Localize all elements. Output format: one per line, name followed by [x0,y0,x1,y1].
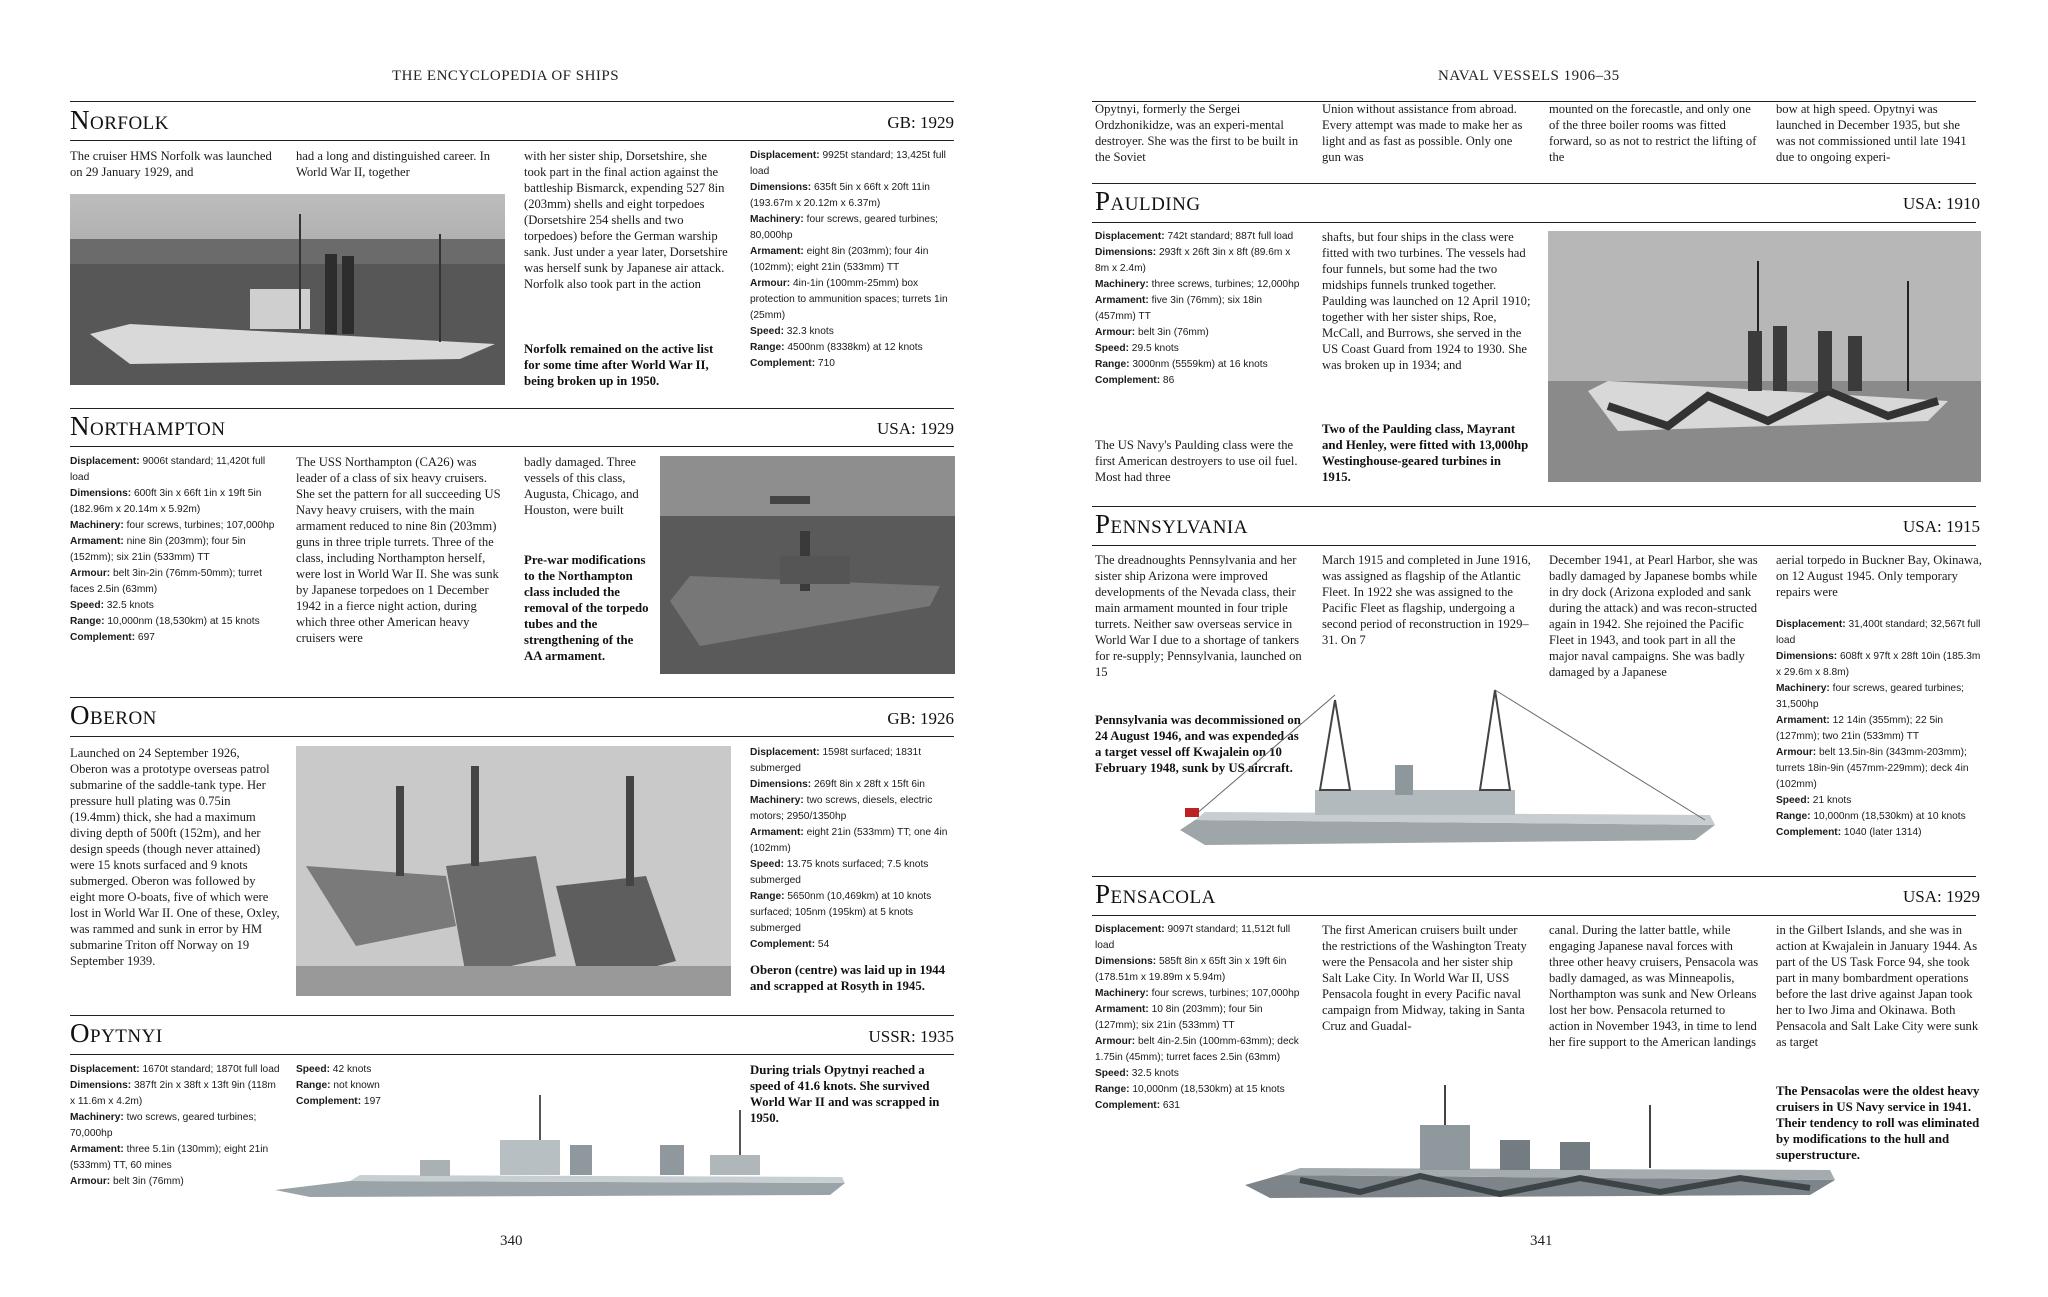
spec-value: belt 13.5in-8in (343mm-203mm); turrets 18in-9in (457mm-229mm); deck 4in (102mm) [1776,747,1969,790]
pensacola-illustration [1240,1080,1840,1205]
section-rule [70,408,954,409]
section-rule [1092,915,1976,916]
spec-label: Speed: [750,859,784,870]
spec-label: Dimensions: [750,182,812,193]
spec-value: 10,000nm (18,530km) at 15 knots [1129,1084,1285,1095]
spec-label: Displacement: [1095,231,1165,242]
norfolk-title: Norfolk [70,105,170,135]
norfolk-country: GB: 1929 [887,113,954,132]
spec-label: Armament: [70,536,124,547]
northampton-specs [70,454,280,646]
spec-row [750,340,955,356]
spec-value: 697 [135,632,155,643]
spec-value: 13.75 knots surfaced; 7.5 knots submerged [750,859,929,886]
opytnyi-country: USSR: 1935 [868,1027,954,1046]
northampton-country: USA: 1929 [877,419,954,438]
paulding-caption: Two of the Paulding class, Mayrant and Henley, were fitted with 13,000hp Westinghouse-geared turbines in 1915. [1322,422,1529,484]
spec-value: 21 knots [1809,795,1852,806]
opytnyi-specs-1 [70,1062,280,1190]
section-rule [1092,222,1976,223]
spec-value: 387ft 2in x 38ft x 13ft 9in (118m x 11.6m x 4.2m) [70,1080,276,1107]
oberon-specs [750,745,955,953]
pennsylvania-col4: aerial torpedo in Buckner Bay, Okinawa, on 12 August 1945. Only temporary repairs were [1776,553,1982,599]
paulding-col1-text: The US Navy's Paulding class were the first American destroyers to use oil fuel. Most had three [1095,438,1298,484]
spec-label: Machinery: [750,795,804,806]
spec-value: 9925t standard; 13,425t full load [750,150,946,177]
spec-label: Dimensions: [1776,651,1838,662]
spec-value: 710 [815,358,835,369]
spec-label: Dimensions: [70,1080,132,1091]
spec-value: 631 [1160,1100,1180,1111]
spec-row [750,324,955,340]
spec-row [1095,922,1305,954]
spec-row [70,598,280,614]
norfolk-col1: The cruiser HMS Norfolk was launched on 29 January 1929, and [70,149,272,179]
left-page-header: THE ENCYCLOPEDIA OF SHIPS [392,68,620,84]
spec-row [750,356,955,372]
spec-value: four screws, turbines; 107,000hp [1148,988,1300,999]
spec-value: 32.5 knots [1128,1068,1179,1079]
spec-label: Dimensions: [70,488,132,499]
spec-value: 86 [1160,375,1175,386]
spec-value: 32.3 knots [783,326,834,337]
section-rule [70,101,954,102]
spec-value: not known [330,1080,380,1091]
spec-label: Machinery: [70,1112,124,1123]
spec-label: Armour: [70,568,111,579]
section-rule [70,140,954,141]
spec-row [750,745,955,777]
pennsylvania-specs [1776,617,1982,841]
spec-row [1776,809,1982,825]
spec-value: nine 8in (203mm); four 5in (152mm); six 21in (533mm) TT [70,536,246,563]
spec-value: four screws, turbines; 107,000hp [123,520,275,531]
spec-row [750,180,955,212]
section-rule [1092,545,1976,546]
spec-value: 293ft x 26ft 3in x 8ft (89.6m x 8m x 2.4m) [1095,247,1291,274]
spec-label: Speed: [1095,1068,1129,1079]
spec-label: Armour: [1095,1036,1136,1047]
spec-label: Range: [296,1080,331,1091]
spec-row [296,1062,496,1078]
northampton-caption: Pre-war modifications to the Northampton class included the removal of the torpedo tubes and the strengthening of the AA armament. [524,553,649,663]
paulding-col2: shafts, but four ships in the class were fitted with two turbines. The vessels had four funnels, but some had the two midships funnels trunked together. Paulding was launched on 12 April 1910; together with her sister ships, Roe, McCall, and Burrows, she served in the US Coast Guard from 1924 to 1930. She was broken up in 1934; and [1322,230,1531,372]
spec-row [1776,793,1982,809]
spec-row [1095,357,1305,373]
section-rule [1092,876,1976,877]
spec-value: belt 4in-2.5in (100mm-63mm); deck 1.75in (45mm); turret faces 2.5in (63mm) [1095,1036,1299,1063]
spec-label: Displacement: [70,1064,140,1075]
spec-label: Displacement: [750,150,820,161]
oberon-caption: Oberon (centre) was laid up in 1944 and scrapped at Rosyth in 1945. [750,963,946,993]
spec-row [1776,649,1982,681]
spec-label: Armour: [1776,747,1817,758]
opytnyi-cont-col1: Opytnyi, formerly the Sergei Ordzhonikidze, was an experi-mental destroyer. She was the first to be built in the Soviet [1095,102,1299,164]
spec-label: Speed: [1095,343,1129,354]
right-page-number: 341 [1530,1233,1553,1249]
spec-label: Speed: [750,326,784,337]
spec-label: Machinery: [1095,988,1149,999]
spec-label: Speed: [1776,795,1810,806]
section-rule [1092,183,1976,184]
spec-label: Armament: [70,1144,124,1155]
pensacola-country: USA: 1929 [1903,887,1980,906]
spec-row [70,566,280,598]
pennsylvania-title: Pennsylvania [1095,509,1248,539]
spec-row [1095,293,1305,325]
spec-label: Speed: [296,1064,330,1075]
paulding-photo [1548,231,1981,482]
spec-label: Complement: [296,1096,362,1107]
spec-label: Armament: [750,246,804,257]
spec-value: four screws, geared turbines; 31,500hp [1776,683,1964,710]
spec-value: 31,400t standard; 32,567t full load [1776,619,1981,646]
spec-label: Armour: [1095,327,1136,338]
spec-label: Displacement: [1095,924,1165,935]
spec-label: Displacement: [1776,619,1846,630]
spec-row [1095,954,1305,986]
northampton-col3: badly damaged. Three vessels of this class, Augusta, Chicago, and Houston, were built [524,455,639,517]
spec-label: Complement: [1095,375,1161,386]
spec-value: two screws, diesels, electric motors; 2950/1350hp [750,795,933,822]
spec-value: 9097t standard; 11,512t full load [1095,924,1291,951]
spec-label: Speed: [70,600,104,611]
spec-label: Complement: [70,632,136,643]
spec-label: Range: [1095,359,1130,370]
northampton-col2: The USS Northampton (CA26) was leader of a class of six heavy cruisers. She set the pattern for all succeeding US Navy heavy cruisers, with the main armament reduced to nine 8in (203mm) guns in three triple turrets. Three of the class, including Northampton herself, were lost in World War II. She was sunk by Japanese torpedoes on 1 December 1942 in a fierce night action, during which three other American heavy cruisers were [296,455,501,645]
northampton-title: Northampton [70,411,226,441]
spec-row [70,1174,280,1190]
pensacola-col3: canal. During the latter battle, while engaging Japanese naval forces with three other heavy cruisers, Pensacola was badly damaged, as was Minneapolis, Northampton was sunk and New Orleans lost her bow. Pensacola returned to action in November 1943, in time to lend her fire support to the American landings [1549,923,1759,1049]
pennsylvania-col1: The dreadnoughts Pennsylvania and her sister ship Arizona were improved developments of the Nevada class, their main armament mounted in four triple turrets. Neither saw overseas service in World War I due to a shortage of tankers for re-supply; Pennsylvania, launched on 15 [1095,553,1302,679]
spec-label: Range: [750,342,785,353]
pennsylvania-caption: Pennsylvania was decommissioned on 24 August 1946, and was expended as a target vessel off Kwajalein on 10 February 1948, sunk by US aircraft. [1095,713,1301,775]
right-page-header: NAVAL VESSELS 1906–35 [1438,68,1620,84]
spec-label: Machinery: [750,214,804,225]
spec-row [750,244,955,276]
spec-value: 54 [815,939,830,950]
spec-row [1776,825,1982,841]
spec-label: Armament: [1095,295,1149,306]
spec-row [1095,373,1305,389]
spec-row [1776,681,1982,713]
spec-label: Machinery: [1095,279,1149,290]
spec-value: 1670t standard; 1870t full load [139,1064,280,1075]
spec-value: three 5.1in (130mm); eight 21in (533mm) TT, 60 mines [70,1144,269,1171]
spec-value: belt 3in (76mm) [1135,327,1209,338]
spec-value: 29.5 knots [1128,343,1179,354]
oberon-country: GB: 1926 [887,709,954,728]
spec-value: 600ft 3in x 66ft 1in x 19ft 5in (182.96m x 20.14m x 5.92m) [70,488,262,515]
spec-row [70,518,280,534]
spec-label: Complement: [750,358,816,369]
spec-row [1776,617,1982,649]
spec-label: Machinery: [1776,683,1830,694]
northampton-photo [660,456,955,674]
spec-row [70,614,280,630]
spec-value: eight 8in (203mm); four 4in (102mm); eight 21in (533mm) TT [750,246,929,273]
spec-value: belt 3in-2in (76mm-50mm); turret faces 2.5in (63mm) [70,568,262,595]
spec-label: Range: [1776,811,1811,822]
spec-row [70,486,280,518]
spec-value: four screws, geared turbines; 80,000hp [750,214,938,241]
spec-row [1776,713,1982,745]
spec-row [70,1062,280,1078]
spec-row [750,857,955,889]
spec-value: 269ft 8in x 28ft x 15ft 6in [811,779,925,790]
spec-label: Dimensions: [1095,956,1157,967]
spec-row [750,276,955,324]
spec-label: Complement: [1095,1100,1161,1111]
pennsylvania-illustration [1175,680,1725,855]
spec-row [70,534,280,566]
spec-label: Displacement: [750,747,820,758]
spec-row [70,454,280,486]
spec-label: Complement: [1776,827,1842,838]
spec-value: 32.5 knots [103,600,154,611]
pennsylvania-col2: March 1915 and completed in June 1916, was assigned as flagship of the Atlantic Fleet. In 1922 she was assigned to the Pacific Fleet as flagship, undergoing a second period of reconstruction in 1929–31. On 7 [1322,553,1531,647]
oberon-photo [296,746,731,996]
oberon-title: Oberon [70,700,157,730]
norfolk-col3: with her sister ship, Dorsetshire, she took part in the final action against the battleship Bismarck, expending 527 8in (203mm) shells and eight torpedoes (Dorsetshire 254 shells and two torpedoes) before the German warship sank. Just under a year later, Dorsetshire was herself sunk by Japanese air attack. Norfolk also took part in the action [524,149,728,291]
spec-value: 608ft x 97ft x 28ft 10in (185.3m x 29.6m x 8.8m) [1776,651,1981,678]
spec-label: Range: [70,616,105,627]
spec-label: Dimensions: [750,779,812,790]
section-rule [70,446,954,447]
spec-label: Complement: [750,939,816,950]
spec-value: eight 21in (533mm) TT; one 4in (102mm) [750,827,948,854]
spec-row [1095,277,1305,293]
spec-row [1095,1002,1305,1034]
oberon-col1: Launched on 24 September 1926, Oberon was a prototype overseas patrol submarine of the saddle-tank type. Her pressure hull plating was 0.75in (19.4mm) thick, she had a maximum diving depth of 500ft (152m), and her design speeds (though never attained) were 15 knots surfaced and 9 knots submerged. Oberon was followed by eight more O-boats, five of which were lost in World War II. One of these, Oxley, was rammed and sunk in error by HM submarine Triton off Norway on 19 September 1939. [70,746,280,968]
spec-row [750,889,955,937]
spec-value: 10 8in (203mm); four 5in (127mm); six 21in (533mm) TT [1095,1004,1263,1031]
opytnyi-cont-col4: bow at high speed. Opytnyi was launched in December 1935, but she was not commissioned until late 1941 due to ongoing experi- [1776,102,1967,164]
spec-value: 12 14in (355mm); 22 5in (127mm); two 21in (533mm) TT [1776,715,1944,742]
section-rule [70,1015,954,1016]
opytnyi-title: Opytnyi [70,1018,163,1048]
spec-value: 9006t standard; 11,420t full load [70,456,266,483]
opytnyi-caption: During trials Opytnyi reached a speed of 41.6 knots. She survived World War II and was scrapped in 1950. [750,1063,940,1125]
opytnyi-cont-col3: mounted on the forecastle, and only one of the three boiler rooms was fitted forward, so as not to restrict the lifting of the [1549,102,1757,164]
spec-label: Machinery: [70,520,124,531]
opytnyi-illustration [270,1085,850,1205]
spec-row [750,777,955,793]
spec-row [1095,1034,1305,1066]
pennsylvania-country: USA: 1915 [1903,517,1980,536]
spec-label: Dimensions: [1095,247,1157,258]
spec-row [70,630,280,646]
spec-label: Range: [750,891,785,902]
spec-row [1095,986,1305,1002]
spec-row [1776,745,1982,793]
spec-row [750,825,955,857]
spec-row [1095,325,1305,341]
section-rule [1092,506,1976,507]
spec-value: 10,000nm (18,530km) at 15 knots [104,616,260,627]
spec-value: 5650nm (10,469km) at 10 knots surfaced; 105nm (195km) at 5 knots submerged [750,891,932,934]
spec-row [750,212,955,244]
pensacola-caption: The Pensacolas were the oldest heavy cruisers in US Navy service in 1941. Their tendency to roll was eliminated by modifications to the hull and superstructure. [1776,1084,1980,1162]
spec-row [1095,341,1305,357]
spec-value: belt 3in (76mm) [110,1176,184,1187]
paulding-title: Paulding [1095,186,1201,216]
spec-row [70,1142,280,1174]
spec-value: 4500nm (8338km) at 12 knots [784,342,923,353]
section-rule [70,697,954,698]
left-page-number: 340 [500,1233,523,1249]
paulding-specs [1095,229,1305,389]
spec-value: 10,000nm (18,530km) at 10 knots [1810,811,1966,822]
spec-row [750,148,955,180]
spec-value: 1598t surfaced; 1831t submerged [750,747,922,774]
pensacola-title: Pensacola [1095,879,1216,909]
spec-row [70,1078,280,1110]
spec-row [1095,245,1305,277]
spec-value: 742t standard; 887t full load [1164,231,1294,242]
spec-value: 3000nm (5559km) at 16 knots [1129,359,1268,370]
pensacola-col2: The first American cruisers built under the restrictions of the Washington Treaty were the Pensacola and her sister ship Salt Lake City. In World War II, USS Pensacola fought in every Pacific naval campaign from Midway, taking in Santa Cruz and Guadal- [1322,923,1527,1033]
spec-value: three screws, turbines; 12,000hp [1148,279,1300,290]
spec-value: two screws, geared turbines; 70,000hp [70,1112,257,1139]
norfolk-caption: Norfolk remained on the active list for some time after World War II, being broken up in 1950. [524,342,714,388]
section-rule [70,1054,954,1055]
spec-label: Armament: [750,827,804,838]
norfolk-col2: had a long and distinguished career. In World War II, together [296,149,491,179]
spec-row [750,937,955,953]
spec-label: Armament: [1776,715,1830,726]
pennsylvania-col3: December 1941, at Pearl Harbor, she was badly damaged by Japanese bombs while in dry dock (Arizona exploded and sank during the attack) and was recon-structed again in 1942. She rejoined the Pacific Fleet in 1943, and took part in all the major naval campaigns. She was badly damaged by a Japanese [1549,553,1758,679]
spec-value: 42 knots [329,1064,372,1075]
spec-row [750,793,955,825]
spec-label: Displacement: [70,456,140,467]
spec-label: Armour: [750,278,791,289]
spec-value: 1040 (later 1314) [1841,827,1922,838]
spec-row [70,1110,280,1142]
spec-label: Range: [1095,1084,1130,1095]
pensacola-col4: in the Gilbert Islands, and she was in action at Kwajalein in January 1944. As part of the US Task Force 94, she took part in many bombardment operations before the last drive against Japan took her to Iwo Jima and Okinawa. Both Pensacola and Salt Lake City were sunk as target [1776,923,1979,1049]
norfolk-photo [70,194,505,385]
spec-value: five 3in (76mm); six 18in (457mm) TT [1095,295,1263,322]
section-rule [70,736,954,737]
opytnyi-cont-col2: Union without assistance from abroad. Every attempt was made to make her as light and as fast as possible. Only one gun was [1322,102,1523,164]
spec-value: 4in-1in (100mm-25mm) box protection to ammunition spaces; turrets 1in (25mm) [750,278,948,321]
paulding-country: USA: 1910 [1903,194,1980,213]
spec-row [1095,229,1305,245]
spec-label: Armour: [70,1176,111,1187]
spec-label: Armament: [1095,1004,1149,1015]
spec-value: 197 [361,1096,381,1107]
spec-value: 635ft 5in x 66ft x 20ft 11in (193.67m x 20.12m x 6.37m) [750,182,930,209]
norfolk-specs [750,148,955,372]
spec-value: 585ft 8in x 65ft 3in x 19ft 6in (178.51m x 19.89m x 5.94m) [1095,956,1287,983]
